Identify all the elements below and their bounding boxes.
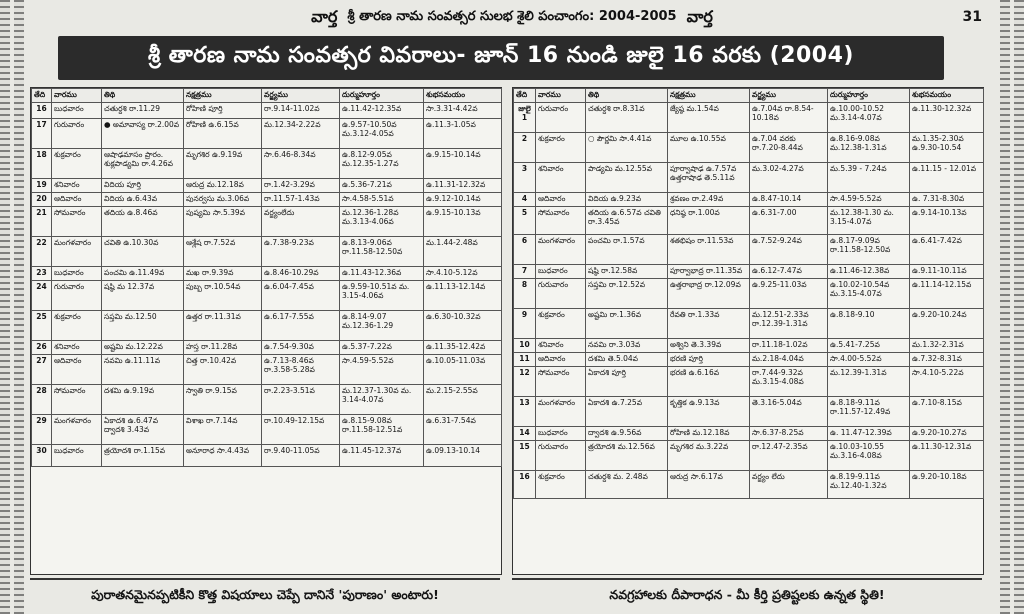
table-cell: ఉ.11.46-12.38వ bbox=[828, 265, 910, 279]
table-row bbox=[32, 355, 502, 385]
table-cell: 10 bbox=[514, 339, 536, 353]
table-cell: ఉ.9.12-10.14వ bbox=[424, 193, 502, 207]
column-header: వర్జ్యము bbox=[262, 89, 340, 103]
table-cell: రా.11.57-1.43వ bbox=[262, 193, 340, 207]
column-header: వారము bbox=[536, 89, 586, 103]
column-header: దుర్ముహూర్తం bbox=[340, 89, 424, 103]
table-row bbox=[514, 265, 984, 279]
table-row bbox=[32, 415, 502, 445]
table-cell: 20 bbox=[32, 193, 52, 207]
table-cell: ఉ.11.35-12.42వ bbox=[424, 341, 502, 355]
table-cell: షష్ఠి రా.12.58వ bbox=[586, 265, 668, 279]
table-cell: జ్యేష్ఠ మ.1.54వ bbox=[668, 103, 750, 133]
table-cell: ఉ.11.43-12.36వ bbox=[340, 267, 424, 281]
table-cell: 19 bbox=[32, 179, 52, 193]
table-cell: అష్టమి రా.1.36వ bbox=[586, 309, 668, 339]
table-cell: ఆషాఢమాసం ప్రారం. శుక్లపాడ్యమి రా.4.26వ bbox=[102, 149, 184, 179]
table-cell: ఉ.09.13-10.14 bbox=[424, 445, 502, 467]
table-cell: మ.1.44-2.48వ bbox=[424, 237, 502, 267]
table-cell: మ.12.38-1.30 మ. 3.15-4.07వ bbox=[828, 207, 910, 235]
table-row bbox=[32, 207, 502, 237]
table-cell: పంచమి ఉ.11.49వ bbox=[102, 267, 184, 281]
left-table-panel bbox=[30, 87, 502, 575]
table-row bbox=[32, 179, 502, 193]
column-header: వారము bbox=[52, 89, 102, 103]
table-cell: ఉత్తరాభాద్ర రా.12.09వ bbox=[668, 279, 750, 309]
table-cell: శుక్రవారం bbox=[536, 471, 586, 499]
table-row bbox=[514, 207, 984, 235]
table-cell: సా.4.59-5.52వ bbox=[828, 193, 910, 207]
table-cell: 27 bbox=[32, 355, 52, 385]
table-cell: మ.1.32-2.31వ bbox=[910, 339, 984, 353]
table-cell: సా.6.46-8.34వ bbox=[262, 149, 340, 179]
table-cell: రా.2.23-3.51వ bbox=[262, 385, 340, 415]
table-cell: మ.5.39 - 7.24వ bbox=[828, 163, 910, 193]
table-cell: ఉ.11.42-12.35వ bbox=[340, 103, 424, 119]
table-cell: చవితి ఉ.10.30వ bbox=[102, 237, 184, 267]
table-cell: మంగళవారం bbox=[52, 415, 102, 445]
table-cell: 23 bbox=[32, 267, 52, 281]
table-cell: సా.4.59-5.52వ bbox=[340, 355, 424, 385]
table-cell: సా.4.10-5.12వ bbox=[424, 267, 502, 281]
table-cell: సా.6.37-8.25వ bbox=[750, 427, 828, 441]
table-cell: చతుర్దశి మ. 2.48వ bbox=[586, 471, 668, 499]
table-cell: మ.12.37-1.30వ మ. 3.14-4.07వ bbox=[340, 385, 424, 415]
table-cell: ఆదివారం bbox=[52, 193, 102, 207]
table-cell: ఉ.11.45-12.37వ bbox=[340, 445, 424, 467]
table-cell: సోమవారం bbox=[52, 207, 102, 237]
table-cell: హస్త రా.11.28వ bbox=[184, 341, 262, 355]
table-cell: ఉ.9.25-11.03వ bbox=[750, 279, 828, 309]
table-cell: 24 bbox=[32, 281, 52, 311]
table-cell: విదియ పూర్తి bbox=[102, 179, 184, 193]
table-cell: ద్వాదశి ఉ.9.56వ bbox=[586, 427, 668, 441]
table-cell: వర్జ్యం లేదు bbox=[750, 471, 828, 499]
column-header: తిథి bbox=[102, 89, 184, 103]
table-cell: 3 bbox=[514, 163, 536, 193]
table-cell: రోహిణి ఉ.6.15వ bbox=[184, 119, 262, 149]
table-row bbox=[514, 309, 984, 339]
column-header: శుభసమయం bbox=[424, 89, 502, 103]
vaartha-logo-right: వార్త bbox=[686, 6, 713, 26]
table-cell: ఉ.6.30-10.32వ bbox=[424, 311, 502, 341]
table-cell: 21 bbox=[32, 207, 52, 237]
table-cell: ఆదివారం bbox=[536, 193, 586, 207]
footer-quote-right: నవగ్రహాలకు దీపారాధన - మీ కీర్తి ప్రతిష్టలకు ఉన్నత స్థితి! bbox=[512, 578, 982, 612]
table-cell: ఉ.9.11-10.11వ bbox=[910, 265, 984, 279]
column-header: దుర్ముహూర్తం bbox=[828, 89, 910, 103]
table-cell: సప్తమి మ.12.50 bbox=[102, 311, 184, 341]
table-cell: ఉ.6.04-7.45వ bbox=[262, 281, 340, 311]
table-cell: ఆశ్లేష రా.7.52వ bbox=[184, 237, 262, 267]
table-cell: 4 bbox=[514, 193, 536, 207]
table-cell: శనివారం bbox=[536, 339, 586, 353]
table-cell: శుక్రవారం bbox=[52, 311, 102, 341]
table-cell: 25 bbox=[32, 311, 52, 341]
table-row bbox=[514, 471, 984, 499]
table-cell: చిత్త రా.10.42వ bbox=[184, 355, 262, 385]
table-cell: పూర్వాభాద్ర రా.11.35వ bbox=[668, 265, 750, 279]
table-cell: రా.9.40-11.05వ bbox=[262, 445, 340, 467]
table-cell: 29 bbox=[32, 415, 52, 445]
table-cell: బుధవారం bbox=[52, 103, 102, 119]
table-cell: తె.3.16-5.04వ bbox=[750, 397, 828, 427]
table-cell: శుక్రవారం bbox=[536, 309, 586, 339]
table-cell: ఉ.9.57-10.50వ మ.3.12-4.05వ bbox=[340, 119, 424, 149]
table-cell: స్వాతి రా.9.15వ bbox=[184, 385, 262, 415]
table-cell: రా.1.42-3.29వ bbox=[262, 179, 340, 193]
table-cell: 16 bbox=[514, 471, 536, 499]
table-cell: ఏకాదశి పూర్తి bbox=[586, 367, 668, 397]
table-cell: ఉ.5.41-7.25వ bbox=[828, 339, 910, 353]
table-cell: ఉ.7.32-8.31వ bbox=[910, 353, 984, 367]
table-cell: శ్రవణం రా.2.49వ bbox=[668, 193, 750, 207]
table-cell: 17 bbox=[32, 119, 52, 149]
table-cell: పుబ్బ రా.10.54వ bbox=[184, 281, 262, 311]
table-cell: ఉ.9.59-10.51వ మ. 3.15-4.06వ bbox=[340, 281, 424, 311]
table-cell: షష్ఠి మ 12.37వ bbox=[102, 281, 184, 311]
table-row bbox=[514, 339, 984, 353]
table-cell: ● అమావాస్య రా.2.00వ bbox=[102, 119, 184, 149]
table-cell: పంచమి రా.1.57వ bbox=[586, 235, 668, 265]
table-row bbox=[514, 441, 984, 471]
table-cell: సోమవారం bbox=[52, 385, 102, 415]
column-header: నక్షత్రము bbox=[668, 89, 750, 103]
table-cell: మ.2.18-4.04వ bbox=[750, 353, 828, 367]
table-cell: పూర్వాషాఢ ఉ.7.57వ ఉత్తరాషాఢ తె.5.11వ bbox=[668, 163, 750, 193]
table-cell: భరణి ఉ.6.16వ bbox=[668, 367, 750, 397]
table-cell: 6 bbox=[514, 235, 536, 265]
table-cell: రా.10.49-12.15వ bbox=[262, 415, 340, 445]
column-header: వర్జ్యము bbox=[750, 89, 828, 103]
left-panchangam-table bbox=[31, 88, 502, 467]
table-cell: విదియ ఉ.9.23వ bbox=[586, 193, 668, 207]
table-cell: ఉ.8.18-9.10 bbox=[828, 309, 910, 339]
table-row bbox=[32, 445, 502, 467]
table-cell: సప్తమి రా.12.52వ bbox=[586, 279, 668, 309]
table-cell: రా.11.18-1.02వ bbox=[750, 339, 828, 353]
table-cell: సా.3.31-4.42వ bbox=[424, 103, 502, 119]
table-cell: ఉ.9.14-10.13వ bbox=[910, 207, 984, 235]
table-cell: అష్టమి మ.12.22వ bbox=[102, 341, 184, 355]
table-cell: పాడ్యమి మ.12.55వ bbox=[586, 163, 668, 193]
page-header bbox=[30, 5, 994, 31]
table-cell: మ.12.34-2.22వ bbox=[262, 119, 340, 149]
table-cell: ఉ.8.14-9.07 మ.12.36-1.29 bbox=[340, 311, 424, 341]
table-cell: మూల ఉ.10.55వ bbox=[668, 133, 750, 163]
table-cell: ఉ.10.02-10.54వ మ.3.15-4.07వ bbox=[828, 279, 910, 309]
table-cell: విదియ ఉ.6.43వ bbox=[102, 193, 184, 207]
table-cell: ఉ.8.47-10.14 bbox=[750, 193, 828, 207]
table-cell: ఉ.8.46-10.29వ bbox=[262, 267, 340, 281]
table-cell: ఉ.7.04వ రా.8.54-10.18వ bbox=[750, 103, 828, 133]
table-row bbox=[32, 281, 502, 311]
table-cell: ఉ.8.17-9.09వ రా.11.58-12.50వ bbox=[828, 235, 910, 265]
table-row bbox=[32, 119, 502, 149]
table-cell: 12 bbox=[514, 367, 536, 397]
table-cell: ఉ.10.00-10.52 మ.3.14-4.07వ bbox=[828, 103, 910, 133]
table-row bbox=[514, 279, 984, 309]
table-cell: 8 bbox=[514, 279, 536, 309]
table-cell: ఉ. 11.47-12.39వ bbox=[828, 427, 910, 441]
table-cell: సోమవారం bbox=[536, 207, 586, 235]
column-header: నక్షత్రము bbox=[184, 89, 262, 103]
table-cell: 14 bbox=[514, 427, 536, 441]
table-cell: బుధవారం bbox=[52, 445, 102, 467]
table-cell: ఉత్తర రా.11.31వ bbox=[184, 311, 262, 341]
table-cell: శుక్రవారం bbox=[536, 133, 586, 163]
header-title: శ్రీ తారణ నామ సంవత్సర సులభ శైలి పంచాంగం: 2004-2005 bbox=[347, 9, 677, 24]
table-cell: రోహిణి పూర్తి bbox=[184, 103, 262, 119]
table-cell: ఉ.9.20-10.27వ bbox=[910, 427, 984, 441]
table-cell: 9 bbox=[514, 309, 536, 339]
table-cell: ధనిష్ఠ రా.1.00వ bbox=[668, 207, 750, 235]
table-cell: చతుర్దశి రా.8.31వ bbox=[586, 103, 668, 133]
table-cell: ఉ.8.18-9.11వ రా.11.57-12.49వ bbox=[828, 397, 910, 427]
table-cell: వర్జ్యంలేదు bbox=[262, 207, 340, 237]
table-cell: శనివారం bbox=[536, 163, 586, 193]
table-cell: మ.2.15-2.55వ bbox=[424, 385, 502, 415]
table-row bbox=[514, 367, 984, 397]
column-header: తేది bbox=[32, 89, 52, 103]
table-cell: 7 bbox=[514, 265, 536, 279]
table-cell: ఉ.10.03-10.55 మ.3.16-4.08వ bbox=[828, 441, 910, 471]
table-cell: ఆదివారం bbox=[536, 353, 586, 367]
table-cell: ఉ.11.30-12.32వ bbox=[910, 103, 984, 133]
table-cell: గురువారం bbox=[536, 103, 586, 133]
table-cell: ఉ.6.12-7.47వ bbox=[750, 265, 828, 279]
table-row bbox=[32, 341, 502, 355]
table-cell: త్రయోదశి రా.1.15వ bbox=[102, 445, 184, 467]
table-cell: ఉ.6.31-7.00 bbox=[750, 207, 828, 235]
table-cell: ఉ.7.52-9.24వ bbox=[750, 235, 828, 265]
table-cell: ఏకాదశి ఉ.6.47వ ద్వాదశి 3.43వ bbox=[102, 415, 184, 445]
table-cell: 26 bbox=[32, 341, 52, 355]
table-cell: దశమి తె.5.04వ bbox=[586, 353, 668, 367]
table-cell: ఆదివారం bbox=[52, 355, 102, 385]
table-cell: ఉ.11.3-1.05వ bbox=[424, 119, 502, 149]
table-cell: ఉ.11.13-12.14వ bbox=[424, 281, 502, 311]
table-cell: ఉ.5.36-7.21వ bbox=[340, 179, 424, 193]
table-row bbox=[514, 163, 984, 193]
table-cell: ఉ. 7.31-8.30వ bbox=[910, 193, 984, 207]
table-cell: విశాఖ రా.7.14వ bbox=[184, 415, 262, 445]
table-cell: రా.12.47-2.35వ bbox=[750, 441, 828, 471]
table-cell: బుధవారం bbox=[52, 267, 102, 281]
table-cell: బుధవారం bbox=[536, 265, 586, 279]
table-cell: భరణి పూర్తి bbox=[668, 353, 750, 367]
table-cell: రోహిణి మ.12.18వ bbox=[668, 427, 750, 441]
table-cell: 13 bbox=[514, 397, 536, 427]
table-cell: ఉ.7.13-8.46వ రా.3.58-5.28వ bbox=[262, 355, 340, 385]
table-cell: ఉ.11.15 - 12.01వ bbox=[910, 163, 984, 193]
table-cell: ఉ.9.20-10.24వ bbox=[910, 309, 984, 339]
table-cell: సా.4.10-5.22వ bbox=[910, 367, 984, 397]
table-row bbox=[514, 353, 984, 367]
table-row bbox=[514, 103, 984, 133]
table-row bbox=[514, 133, 984, 163]
table-cell: ఉ.7.10-8.15వ bbox=[910, 397, 984, 427]
table-cell: సోమవారం bbox=[536, 367, 586, 397]
table-cell: ఉ.11.30-12.31వ bbox=[910, 441, 984, 471]
table-cell: పునర్వసు మ.3.06వ bbox=[184, 193, 262, 207]
page-number: 31 bbox=[962, 9, 982, 25]
table-row bbox=[32, 311, 502, 341]
table-row bbox=[32, 267, 502, 281]
table-cell: ఆరుద్ర మ.12.18వ bbox=[184, 179, 262, 193]
table-cell: మ.12.51-2.33వ రా.12.39-1.31వ bbox=[750, 309, 828, 339]
table-cell: అనూరాధ సా.4.43వ bbox=[184, 445, 262, 467]
table-cell: త్రయోదశి మ.12.56వ bbox=[586, 441, 668, 471]
table-row bbox=[32, 385, 502, 415]
right-table-panel bbox=[512, 87, 984, 575]
table-row bbox=[514, 235, 984, 265]
table-cell: మ.12.36-1.28వ మ.3.13-4.06వ bbox=[340, 207, 424, 237]
table-cell: మఖ రా.9.39వ bbox=[184, 267, 262, 281]
table-cell: 5 bbox=[514, 207, 536, 235]
table-cell: రా.7.44-9.32వ మ.3.15-4.08వ bbox=[750, 367, 828, 397]
table-cell: గురువారం bbox=[52, 281, 102, 311]
table-cell: శనివారం bbox=[52, 341, 102, 355]
table-cell: ఉ.9.20-10.18వ bbox=[910, 471, 984, 499]
table-cell: 16 bbox=[32, 103, 52, 119]
table-row bbox=[32, 237, 502, 267]
table-cell: ఉ.8.12-9.05వ మ.12.35-1.27వ bbox=[340, 149, 424, 179]
table-cell: ఉ.6.17-7.55వ bbox=[262, 311, 340, 341]
right-border-ornament bbox=[1000, 0, 1024, 614]
table-cell: తదియ ఉ.6.57వ చవితి రా.3.45వ bbox=[586, 207, 668, 235]
vaartha-logo: వార్త bbox=[311, 6, 338, 26]
column-header: తేది bbox=[514, 89, 536, 103]
table-cell: మృగశిర ఉ.9.19వ bbox=[184, 149, 262, 179]
table-row bbox=[32, 193, 502, 207]
table-cell: ○ పౌర్ణమి సా.4.41వ bbox=[586, 133, 668, 163]
table-cell: సా.4.00-5.52వ bbox=[828, 353, 910, 367]
table-cell: రా.9.14-11.02వ bbox=[262, 103, 340, 119]
title-banner: శ్రీ తారణ నామ సంవత్సర వివరాలు- జూన్ 16 నుండి జులై 16 వరకు (2004) bbox=[58, 36, 944, 80]
table-row bbox=[32, 149, 502, 179]
table-cell: జులై 1 bbox=[514, 103, 536, 133]
table-row bbox=[32, 103, 502, 119]
column-header: శుభసమయం bbox=[910, 89, 984, 103]
table-cell: శుక్రవారం bbox=[52, 149, 102, 179]
table-cell: మృగశిర మ.3.22వ bbox=[668, 441, 750, 471]
table-row bbox=[514, 193, 984, 207]
table-cell: ఉ.7.04 వరకు రా.7.20-8.44వ bbox=[750, 133, 828, 163]
table-cell: మ.3.02-4.27వ bbox=[750, 163, 828, 193]
table-cell: నవమి ఉ.11.11వ bbox=[102, 355, 184, 385]
table-cell: 30 bbox=[32, 445, 52, 467]
table-cell: 18 bbox=[32, 149, 52, 179]
table-cell: తదియ ఉ.8.46వ bbox=[102, 207, 184, 237]
table-cell: 28 bbox=[32, 385, 52, 415]
table-cell: మ.12.39-1.31వ bbox=[828, 367, 910, 397]
table-cell: ఉ.11.14-12.15వ bbox=[910, 279, 984, 309]
left-border-ornament bbox=[0, 0, 24, 614]
table-cell: మంగళవారం bbox=[536, 235, 586, 265]
column-header: తిథి bbox=[586, 89, 668, 103]
table-cell: 15 bbox=[514, 441, 536, 471]
table-cell: కృత్తిక ఉ.9.13వ bbox=[668, 397, 750, 427]
table-cell: అశ్విని తె.3.39వ bbox=[668, 339, 750, 353]
table-cell: ఉ.11.31-12.32వ bbox=[424, 179, 502, 193]
table-cell: ఉ.9.15-10.13వ bbox=[424, 207, 502, 237]
table-row bbox=[514, 427, 984, 441]
table-cell: 2 bbox=[514, 133, 536, 163]
table-cell: నవమి రా.3.03వ bbox=[586, 339, 668, 353]
table-cell: ఉ.5.37-7.22వ bbox=[340, 341, 424, 355]
table-cell: 11 bbox=[514, 353, 536, 367]
table-cell: శనివారం bbox=[52, 179, 102, 193]
table-cell: ఉ.8.15-9.08వ రా.11.58-12.51వ bbox=[340, 415, 424, 445]
table-cell: ఉ.7.54-9.30వ bbox=[262, 341, 340, 355]
table-cell: ఉ.8.19-9.11వ మ.12.40-1.32వ bbox=[828, 471, 910, 499]
table-cell: గురువారం bbox=[52, 119, 102, 149]
table-row bbox=[514, 397, 984, 427]
table-cell: 22 bbox=[32, 237, 52, 267]
table-cell: మ.1.35-2.30వ ఉ.9.30-10.54 bbox=[910, 133, 984, 163]
table-cell: మంగళవారం bbox=[536, 397, 586, 427]
table-cell: పుష్యమి సా.5.39వ bbox=[184, 207, 262, 237]
table-cell: ఉ.8.13-9.06వ రా.11.58-12.50వ bbox=[340, 237, 424, 267]
table-cell: ఉ.9.15-10.14వ bbox=[424, 149, 502, 179]
table-cell: ఉ.8.16-9.08వ మ.12.38-1.31వ bbox=[828, 133, 910, 163]
table-cell: సా.4.58-5.51వ bbox=[340, 193, 424, 207]
table-cell: దశమి ఉ.9.19వ bbox=[102, 385, 184, 415]
table-cell: ఉ.10.05-11.03వ bbox=[424, 355, 502, 385]
table-cell: రేవతి రా.1.33వ bbox=[668, 309, 750, 339]
footer-quote-left: పురాతనమైనప్పటికీని కొత్త విషయాలు చెప్పే దానినే 'పురాణం' అంటారు! bbox=[30, 578, 500, 612]
table-cell: ఉ.6.31-7.54వ bbox=[424, 415, 502, 445]
table-cell: గురువారం bbox=[536, 441, 586, 471]
table-cell: బుధవారం bbox=[536, 427, 586, 441]
table-cell: ఉ.6.41-7.42వ bbox=[910, 235, 984, 265]
table-cell: మంగళవారం bbox=[52, 237, 102, 267]
table-cell: ఆరుద్ర సా.6.17వ bbox=[668, 471, 750, 499]
table-cell: ఏకాదశి ఉ.7.25వ bbox=[586, 397, 668, 427]
table-cell: చతుర్దశి రా.11.29 bbox=[102, 103, 184, 119]
table-cell: శతభిషం రా.11.53వ bbox=[668, 235, 750, 265]
table-cell: ఉ.7.38-9.23వ bbox=[262, 237, 340, 267]
right-panchangam-table bbox=[513, 88, 984, 499]
table-cell: గురువారం bbox=[536, 279, 586, 309]
